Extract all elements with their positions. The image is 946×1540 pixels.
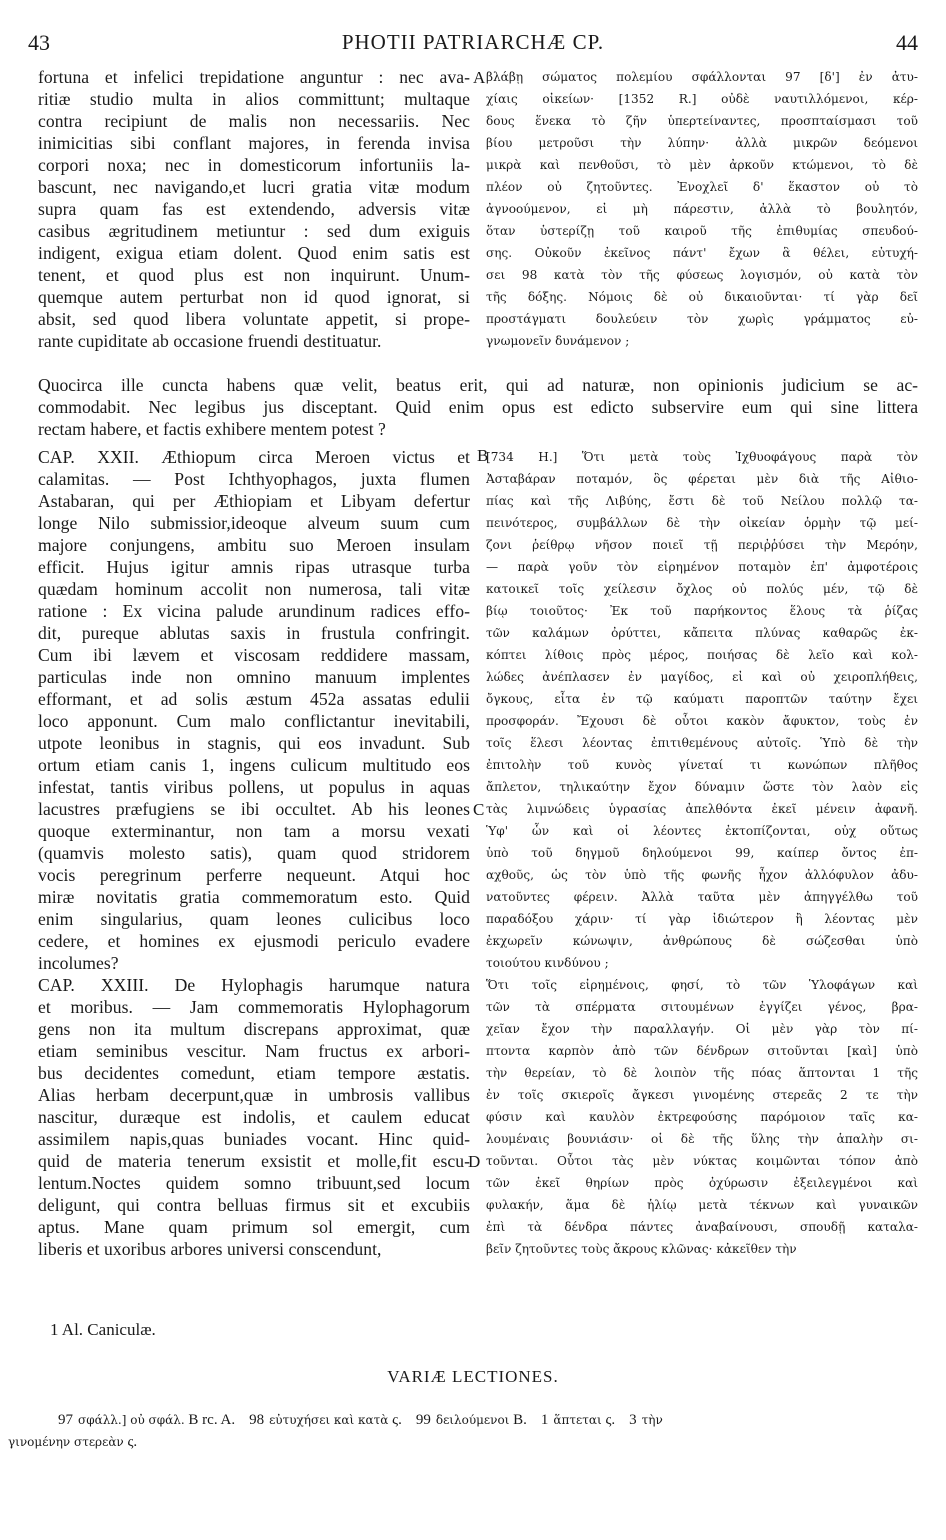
running-title: PHOTII PATRIARCHÆ CP. [341, 30, 605, 54]
variant-greek-text: εὐτυχήσει καὶ κατὰ [269, 1413, 389, 1427]
latin-text-line: ratione : Ex vicina palude arundinum radices effo- [38, 601, 470, 621]
variant-greek-text: ἅπτεται [553, 1413, 602, 1427]
variant-greek-text: τὴν [641, 1413, 663, 1427]
variant-note-number: 97 [58, 1412, 73, 1428]
variant-source: B. [509, 1412, 527, 1428]
latin-text-line: assimilem napis,quas buniades vocant. Hinc quid- [38, 1129, 470, 1149]
latin-text-line: quædam hominum accolit non numerosa, tali vitæ [38, 579, 470, 599]
page-number-left: 43 [28, 30, 50, 55]
variant-source: ς. [123, 1434, 138, 1450]
greek-text-line: πτοντα καρπὸν ἀπὸ τῶν δένδρων σιτοῦνται [καὶ] ὑπὸ [486, 1044, 918, 1058]
section-marker-d: D [468, 1152, 481, 1171]
greek-text-line: νατοῦντες φέρειν. Ἀλλὰ ταῦτα μὲν ἀπηγγέλθω τοῦ [486, 890, 918, 904]
variant-note-number: 99 [415, 1412, 431, 1428]
greek-text-line: Ὅτι τοῖς εἰρημένοις, φησί, τὸ τῶν Ὑλοφάγων καὶ [486, 978, 918, 992]
greek-text-line: λουμέναις βουνιάσιν· οἱ δὲ τῆς ὕλης τὴν ἁπαλὴν σι- [486, 1132, 918, 1146]
variant-source: ς. [388, 1412, 402, 1428]
variae-lectiones-heading: VARIÆ LECTIONES. [387, 1367, 559, 1386]
greek-text-line: ἐπιτολὴν τοῦ κυνὸς γίνεταί τι κωνώπων πλῆθος [486, 758, 918, 772]
greek-text-line: δους ἕνεκα τὸ ζῆν ὑπερτείναντες, προσπταίσμασι τοῦ [486, 114, 918, 128]
greek-text-line: τοιούτου κινδύνου ; [486, 956, 609, 970]
greek-text-line: παραδόξου χάριν· τί γὰρ ἰδιώτερον ἢ λέοντας μὲν [486, 912, 918, 926]
greek-text-line: ἄπλετον, τηλικαύτην ἔχον δύναμιν ὥστε τὸν λαὸν εἰς [486, 780, 918, 794]
greek-text-line: Ὑφ' ὧν καὶ οἱ λέοντες ἐκτοπίζονται, οὐχ οὕτως [486, 824, 918, 838]
latin-text-line: absit, sed quod libera voluntate appetit, si prope- [38, 309, 470, 329]
latin-text-line: CAP. XXII. Æthiopum circa Meroen victus et [38, 447, 470, 467]
latin-text-line: dit, pureque ablutas saxis in frustula confringit. [38, 623, 470, 643]
variant-greek-text: σφάλλ.] οὐ σφάλ. [78, 1413, 185, 1427]
full-width-text-line: Quocirca ille cuncta habens quæ velit, beatus erit, qui ad naturæ, non opinionis judicium se ac- [38, 375, 918, 395]
latin-text-line: quemque autem perturbat non id quod ignorat, si [38, 287, 470, 307]
latin-text-line: etiam seminibus vescitur. Nam fructus ex arbori- [38, 1041, 470, 1061]
latin-column-bottom [38, 446, 470, 1260]
latin-text-line: fortuna et infelici trepidatione anguntur : nec ava- [38, 67, 470, 87]
latin-text-line: corpori noxa; nec in domesticorum infortuniis la- [38, 155, 470, 175]
variant-source: ς. [601, 1412, 616, 1428]
greek-column-top [486, 66, 918, 352]
greek-text-line: βλάβῃ σώματος πολεμίου σφάλλονται 97 [δ'] ἐν ἀτυ- [486, 70, 918, 84]
latin-text-line: quoque exterminantur, non tam a morsu vexati [38, 821, 470, 841]
greek-text-line: τῶν καλάμων ὀρύττει, κἄπειτα πλύνας καθαρῶς ἐκ- [486, 626, 918, 640]
greek-text-line: χεῖαν ἔχον τὴν παραλλαγήν. Οἱ μὲν γὰρ τὸν πί- [486, 1022, 918, 1036]
latin-text-line: bascunt, nec navigando,et lucri gratia vitæ modum [38, 177, 470, 197]
latin-text-line: calamitas. — Post Ichthyophagos, juxta flumen [38, 469, 470, 489]
greek-text-line: τῶν τὰ σπέρματα σιτουμένων ἐγγίζει γένος, βρα- [486, 1000, 918, 1014]
latin-text-line: bus decidentes comedunt, etiam tempore æstatis. [38, 1063, 470, 1083]
full-width-text-line: commodabit. Nec legibus jus disceptant. Quid enim opus est edicto subservire eum qui sine littera [38, 397, 918, 417]
greek-text-line: Ἀσταβάραν ποταμόν, ὃς φέρεται μὲν διὰ τῆς Αἰθιο- [486, 472, 918, 486]
greek-text-line: φυλακήν, ἅμα δὲ ἡλίῳ μετὰ τέκνων καὶ γυναικῶν [486, 1198, 918, 1212]
greek-text-line: προσφοράν. Ἔχουσι δὲ οὗτοι κακὸν ἄφυκτον, τοὺς ἐν [486, 714, 918, 728]
latin-text-line: lacustres præfugiens se ibi occultet. Ab his leones [38, 799, 470, 819]
section-marker-b: B [477, 446, 489, 465]
greek-text-line: φύσιν καὶ καυλὸν ἐκτρεφούσης παρόμοιον ταῖς κα- [486, 1110, 918, 1124]
greek-text-line: ζονι ῥείθρῳ νῆσον ποιεῖ τῇ περιῤῥύσει τὴν Μερόην, [486, 538, 918, 552]
greek-text-line: τῶν ἐκεῖ θηρίων πρὸς ὀχύρωσιν ἐξειλεγμένοι καὶ [486, 1176, 918, 1190]
footnote: 1 Al. Caniculæ. [50, 1320, 156, 1339]
variant-readings-line-2 [8, 1434, 137, 1451]
latin-text-line: et moribus. — Jam commemoratis Hylophagorum [38, 997, 470, 1017]
latin-text-line: ritiæ studio multa in alios committunt; multaque [38, 89, 470, 109]
greek-text-line: πλέον οὐ ζητοῦντες. Ἐνοχλεῖ δ' ἕκαστον οὐ τὸ [486, 180, 918, 194]
latin-text-line: contra recipiunt de malis non necessariis. Nec [38, 111, 470, 131]
latin-text-line: aptus. Mane quam primum sol emergit, cum [38, 1217, 470, 1237]
latin-text-line: Astabaran, qui per Æthiopiam et Libyam defertur [38, 491, 470, 511]
greek-text-line: κατοικεῖ τοῖς χείλεσιν ὄχλος οὐ πολύς μέν, τῷ δὲ [486, 582, 918, 596]
greek-text-line: ὑπὸ τοῦ δηγμοῦ δηλούμενοι 99, καίπερ ὄντος ἐπ- [486, 846, 918, 860]
latin-text-line: miræ novitatis gratia commemoratum esto. Quid [38, 887, 470, 907]
latin-text-line: Cum ibi lævem et viscosam reddidere massam, [38, 645, 470, 665]
full-width-text-line: rectam habere, et factis exhibere mentem potest ? [38, 419, 386, 439]
latin-text-line: lentum.Noctes quidem somno tribuunt,sed locum [38, 1173, 470, 1193]
greek-text-line: σης. Οὐκοῦν ἐκεῖνος πάντ' ἔχων ἃ θέλει, εὐτυχή- [486, 246, 918, 260]
greek-text-line: τοῖς ἕλεσι λέοντας ἐπιτιθεμένους αὐτοῖς. Ὑπὸ δὲ τὴν [486, 736, 918, 750]
latin-text-line: vocis peregrinum perferre nequeunt. Atqui hoc [38, 865, 470, 885]
latin-text-line: quid de materia tenerum exsistit et molle,fit escu- [38, 1151, 470, 1171]
greek-text-line: ἐπὶ τὰ δένδρα πάντες ἀναβαίνουσι, σπουδῇ καταλα- [486, 1220, 918, 1234]
latin-text-line: inimicitias sibi conflant majores, in ferenda invisa [38, 133, 470, 153]
variant-greek-text: γινομένην στερεὰν [8, 1435, 124, 1449]
latin-column-top [38, 66, 470, 352]
latin-text-line: (quamvis molesto satis), quam quod stridorem [38, 843, 470, 863]
greek-text-line: τῆς δόξης. Νόμοις δὲ οὐ δικαιοῦνται· τί γὰρ δεῖ [486, 290, 918, 304]
latin-text-line: efformant, et ad solis æstum 452a assatas edulii [38, 689, 470, 709]
full-width-lines [38, 374, 918, 440]
greek-text-line: τοῦνται. Οὗτοι τὰς μὲν νύκτας κοιμῶνται τόπον ἀπὸ [486, 1154, 918, 1168]
greek-text-line: λώδες ἀνέπλασεν ἐν μαγίδος, εἰ καὶ οὐ χειροπλήθεις, [486, 670, 918, 684]
latin-text-line: enim singularius, quam leones culicibus loco [38, 909, 470, 929]
greek-text-line: χίαις οἰκείων· [1352 R.] οὐδὲ ναυτιλλόμενοι, κέρ- [486, 92, 918, 106]
latin-text-line: Alias herbam decerpunt,quæ in umbrosis vallibus [38, 1085, 470, 1105]
greek-text-line: ὅταν ὑστερίζῃ τοῦ καιροῦ τῆς ἐπιθυμίας σπευδού- [486, 224, 918, 238]
greek-text-line: τὰς λιμνώδεις ὑγρασίας ἀπελθόντα ἐκεῖ μένειν ἀφανῆ. [486, 802, 918, 816]
latin-text-line: loco apponunt. Cum malo conflictantur inevitabili, [38, 711, 470, 731]
latin-text-line: incolumes? [38, 953, 119, 973]
greek-text-line: γνωμονεῖν δυνάμενον ; [486, 334, 630, 348]
latin-text-line: efficit. Hujus igitur amnis ripas utrasque turba [38, 557, 470, 577]
latin-text-line: gens non ita multum discrepans approximat, quæ [38, 1019, 470, 1039]
latin-text-line: deligunt, qui contra belluas firmus sit et excubiis [38, 1195, 470, 1215]
section-marker-a: A [473, 68, 486, 87]
variant-readings-line-1 [58, 1412, 663, 1429]
greek-text-line: πίας καὶ τῆς Λιβύης, ἔστι δὲ τοῦ Νείλου πολλῷ τα- [486, 494, 918, 508]
greek-text-line: αχθοῦς, ὡς τὸν ὑπὸ τῆς φωνῆς ἦχον ἀλλόφυλον ἀδυ- [486, 868, 918, 882]
latin-text-line: liberis et uxoribus arbores universi conscendunt, [38, 1239, 382, 1259]
variant-note-number: 1 [540, 1412, 549, 1428]
greek-text-line: βίου μετροῦσι τὴν λύπην· ἀλλὰ μικρῶν δεόμενοι [486, 136, 918, 150]
greek-text-line: βεῖν ζητοῦντες τοὺς ἄκρους κλῶνας· κἀκεῖθεν τὴν [486, 1242, 797, 1256]
latin-text-line: casibus ægritudinem metiuntur : sed dum exiguis [38, 221, 470, 241]
greek-text-line: κόπτει λίθοις πρὸς μέρος, ποιήσας δὲ λεῖο καὶ κολ- [486, 648, 918, 662]
greek-text-line: ὄγκους, εἶτα ἐν τῷ καύματι παροπτῶν ταύτην ἔχει [486, 692, 918, 706]
greek-text-line: τὴν θερείαν, τὸ δὲ λοιπὸν τῆς πόας ἅπτονται 1 τῆς [486, 1066, 918, 1080]
latin-text-line: CAP. XXIII. De Hylophagis harumque natura [38, 975, 470, 995]
latin-text-line: rante cupiditate ab occasione fruendi destituatur. [38, 331, 382, 351]
variant-source: B rc. A. [184, 1412, 236, 1428]
greek-text-line: βίῳ τοιοῦτος· Ἐκ τοῦ παρήκοντος ἕλους τὰ ῥίζας [486, 604, 918, 618]
latin-text-line: ortum etiam canis 1, ingens culicum multitudo eos [38, 755, 470, 775]
latin-text-line: utpote leonibus in stagnis, qui eos invadunt. Sub [38, 733, 470, 753]
latin-text-line: infestat, tantis viribus pollens, ut populus in aquas [38, 777, 470, 797]
greek-text-line: ἀγνοούμενον, εἰ μὴ πάρεστιν, ἀλλὰ τὸ βουλητόν, [486, 202, 918, 216]
greek-text-line: — παρὰ γοῦν τὸν εἰρημένον ποταμὸν ἐπ' ἀμφοτέροις [486, 560, 918, 574]
latin-text-line: tenent, et quod plus est non inquirunt. Unum- [38, 265, 470, 285]
latin-text-line: cedere, et homines ex ejusmodi periculo evadere [38, 931, 470, 951]
variant-greek-text: δειλούμενοι [435, 1413, 510, 1427]
greek-text-line: σει 98 κατὰ τὸν τῆς φύσεως λογισμόν, οὐ κατὰ τὸν [486, 268, 918, 282]
latin-text-line: indigent, exigua etiam dolent. Quod enim satis est [38, 243, 470, 263]
variant-note-number: 98 [249, 1412, 265, 1428]
latin-text-line: majore conjungens, ambitu suo Meroen insulam [38, 535, 470, 555]
variant-note-number: 3 [629, 1412, 637, 1428]
section-marker-c: C [473, 800, 485, 819]
greek-text-line: ἐκχωρεῖν κώνωψιν, ἀνθρώπους δὲ σώζεσθαι ὑπὸ [486, 934, 918, 948]
greek-column-bottom [486, 446, 918, 1260]
page-number-right: 44 [896, 30, 918, 55]
greek-text-line: μικρὰ καὶ πενθοῦσι, τὸ μὲν ἀρκοῦν κτώμενοι, τὸ δὲ [486, 158, 918, 172]
greek-text-line: πεινότερος, συμβάλλων δὲ τὴν οἰκείαν ὁρμὴν τῷ μεί- [486, 516, 918, 530]
latin-text-line: supra quam fas est extendendo, adversis vitæ [38, 199, 470, 219]
latin-text-line: longe Nilo submissior,ideoque alveum suum cum [38, 513, 470, 533]
latin-text-line: nascitur, duræque est indolis, et caulem educat [38, 1107, 470, 1127]
greek-text-line: ἐν τοῖς σκιεροῖς ἄγκεσι γινομένης στερεᾶς 2 τε τὴν [486, 1088, 918, 1102]
greek-text-line: προστάγματι δουλεύειν τὸν χωρὶς γράμματος εὐ- [486, 312, 918, 326]
latin-text-line: particulas inde non omnino manuum implentes [38, 667, 470, 687]
greek-text-line: [734 H.] Ὅτι μετὰ τοὺς Ἰχθυοφάγους παρὰ τὸν [486, 450, 918, 464]
page-header [28, 30, 918, 60]
